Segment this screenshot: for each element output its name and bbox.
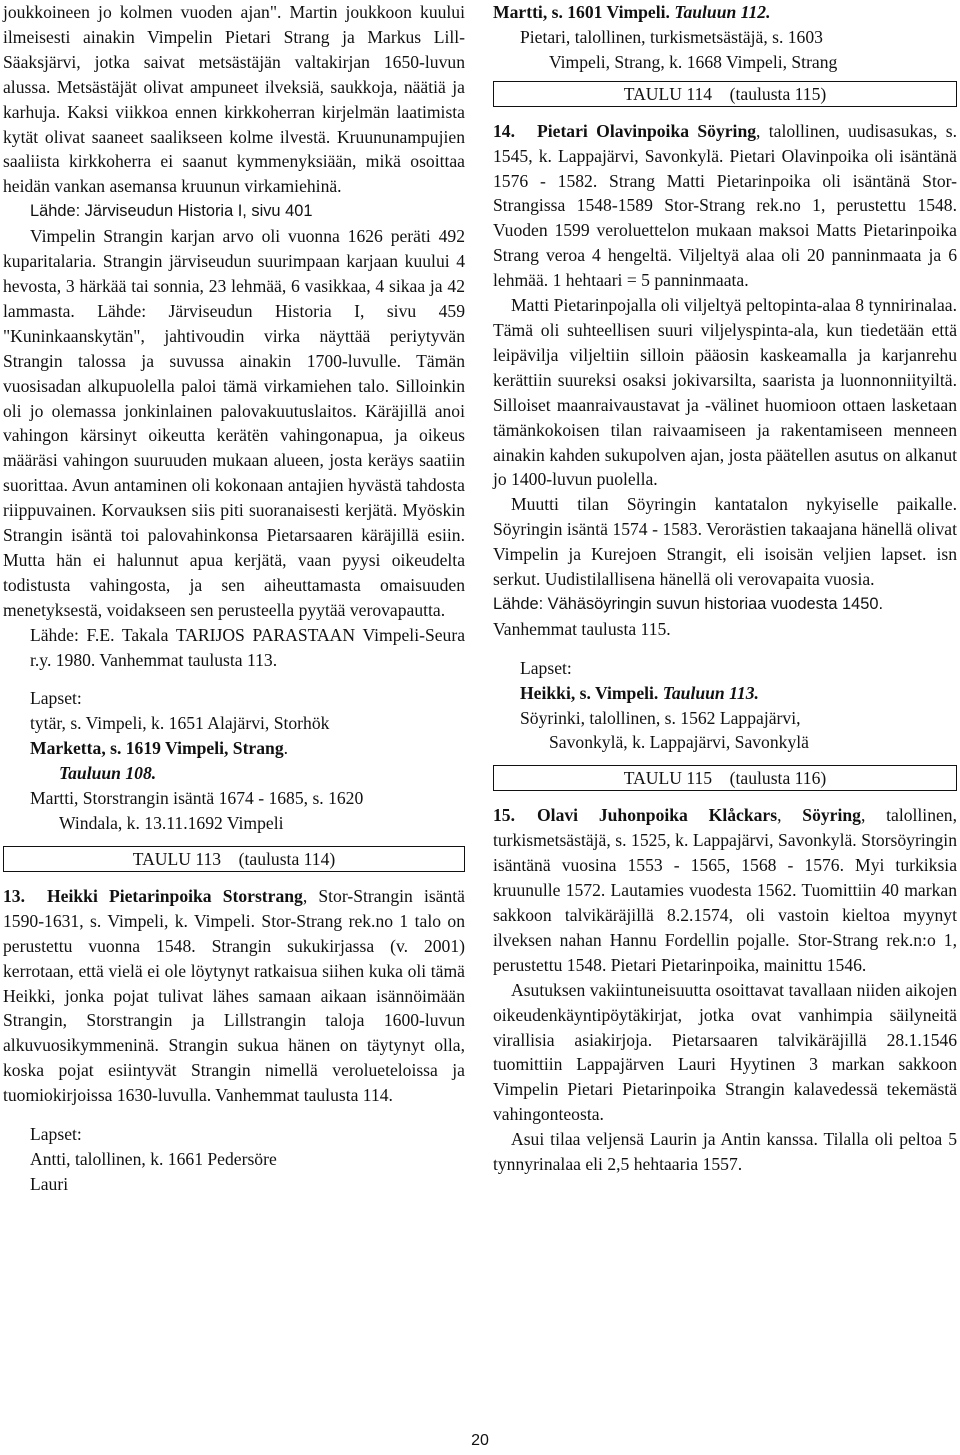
paragraph: Muutti tilan Söyringin kantatalon nykyiselle paikalle. Söyringin isäntä 1574 - 1583. Verorästien takaajana hänellä olivat Vimpelin ja Kurejoen Strangit, eli isoisän veljien lapset. isn serkut. Uudistilallisena hänellä oli verovapaita vuosia. [493,494,957,590]
child-entry-cont: Vimpeli, Strang, k. 1668 Vimpeli, Strang [549,51,838,72]
child-entry-cont: Savonkylä, k. Lappajärvi, Savonkylä [549,732,809,753]
children-label: Lapset: [520,657,572,678]
child-entry: Antti, talollinen, k. 1661 Pedersöre [30,1148,277,1169]
right-column [493,0,957,1177]
page-number: 20 [471,1432,489,1449]
entry-text: , Stor-Strangin isäntä 1590-1631, s. Vimpeli, k. Vimpeli. Stor-Strang rek.no 1 talo on perustettu vuonna 1548. Strangin sukukirjassa (v. 2001) kerrotaan, että vielä ei ole löytynyt ratkaisua siihen kuka oli tämä Heikki, jonka pojat tulivat lähes samaan aikaan isännöimään Strangin, Storstrangin ja Lillstrangin taloja 1600-luvun alkuvuosikymmeninä. Strangin sukua hänen on täytynyt olla, koska pojat esiintyvät Strangin nimellä verolueteloissa ja tuomiokirjoissa 1630-luvulla. Vanhemmat taulusta 114. [3,885,465,1106]
entry-text: , talollinen, turkismetsästäjä, s. 1525, k. Lappajärvi, Savonkylä. Storsöyringin isäntänä vuosina 1553 - 1565, 1568 - 1576. Myi turkiksia kruunulle 1572. Lautamies vuodesta 1562. Tuomittiin 40 markan sakkoon talvikäräjillä 8.2.1574, oli vastoin kieltoa myynyt ilveksen nahan Hannu Fordellin pojalle. Stor-Strang rek.n:o 1, perustettu 1548. Pietari Pietarinpoika, mainittu 1546. [493,805,957,975]
child-name: Heikki, s. Vimpeli. [520,682,659,703]
paragraph: Vimpelin Strangin karjan arvo oli vuonna 1626 peräti 492 kuparitalaria. Strangin järviseudun suurimpaan karjaan kuului 4 hevosta, 3 härkää tai sonnia, 23 lehmää, 6 vasikkaa, 4 sikaa ja 42 lammasta. Lähde: Järviseudun Historia I, sivu 459 "Kuninkaanskytän", jahtivoudin virka näyttää periytyvän Strangin talossa ja suvussa ainakin 1700-luvulle. Tämän vuosisadan alkupuolella paloi tämä virkamiehen talo. Silloinkin oli jo olemassa jonkinlainen palovakuutuslaitos. Käräjillä anoi vahingon kärsinyt oikeutta kerätën vahingonapua, ja oikeus määräsi vahingon suuruuden mukaan alueen, josta keräys saatiin suorittaa. Avun antaminen oli kokonaan antajien hyvästä tahdosta riippuvainen. Korvauksen siis piti suoranaisesti kerjätä. Myöskin Strangin isäntä toi palovahinkonsa Pietarsaaren käräjillä esiin. Mutta hän ei halunnut apua kerjätä, vaan pyysi oikeudelta todistusta vahingosta, ja sen aiheuttamasta omaisuuden menetyksestä, voidakseen sen perusteella pyytää verovapautta. [3,226,465,620]
person-name: Heikki Pietarinpoika Storstrang [47,885,303,906]
child-ref [3,761,465,786]
entry-text: , talollinen, uudisasukas, s. 1545, k. Lappajärvi, Savonkylä. Pietari Olavinpoika oli isäntänä 1576 - 1582. Strang Matti Pietarinpoika oli isäntänä Stor-Strangissa 1548-1589 Stor-Strang rek.no 1, perustettu 1548. Vuoden 1599 veroluettelon mukaan maksoi Matts Pietarinpoika Strang veroa 4 hengeltä. Viljeltyä alaa oli 20 panninmaata ja 6 lehmää. 1 hehtaari = 5 panninmaata. [493,120,957,291]
entry-15 [493,803,957,977]
child-entry: Söyrinki, talollinen, s. 1562 Lappajärvi, [520,707,801,728]
table-header: TAULU 115 (taulusta 116) [493,765,957,791]
child-entry-cont: Windala, k. 13.11.1692 Vimpeli [59,813,284,833]
source-note: Lähde: F.E. Takala TARIJOS PARASTAAN Vimpeli-Seura r.y. 1980. Vanhemmat taulusta 113. [30,624,465,670]
child-entry [493,0,957,25]
paragraph: Asui tilaa veljensä Laurin ja Antin kanssa. Tilalla oli peltoa 5 tynnyrinalaa eli 2,5 hehtaaria 1557. [493,1129,957,1175]
person-name-alt: Söyring [802,805,861,826]
entry-14 [493,119,957,293]
entry-13 [3,884,465,1108]
child-entry: Lauri [30,1173,69,1194]
child-entry: Pietari, talollinen, turkismetsästäjä, s. 1603 [520,26,823,47]
child-entry [3,736,465,761]
left-column [3,0,465,1197]
table-header: TAULU 114 (taulusta 115) [493,81,957,107]
children-label: Lapset: [30,1124,82,1145]
table-ref-link[interactable]: Tauluun 113. [662,682,759,703]
parents-ref: Vanhemmat taulusta 115. [493,618,671,639]
children-label: Lapset: [30,688,82,709]
punctuation: . [283,738,289,759]
child-name: Martti, s. 1601 Vimpeli. [493,2,670,22]
entry-number: 13. [3,885,25,906]
child-entry [493,681,957,706]
table-ref-link[interactable]: Tauluun 108. [59,763,157,784]
paragraph: Matti Pietarinpojalla oli viljeltyä peltopinta-alaa 8 tynnirinalaa. Tämä oli suhteellisen suuri viljelyspinta-ala, kun tiedetään että leipävilja viljeltiin silloin pääosin kaskeamalla ja karjanrehu kerättiin suureksi osaksi jokivarsilta, saarista ja luonnonniityiltä. Silloiset maanraivaustavat ja -välinet huomioon ottaen lasketaan tämänkokoisen tilan raivaamiseen ja rakentamiseen menneen ainakin kahden sukupolven ajan, josta päätellen asutus on alkanut jo 1400-luvun puolella. [493,295,957,490]
punctuation: , [777,805,803,826]
table-ref-link[interactable]: Tauluun 112. [674,2,771,22]
paragraph: joukkoineen jo kolmen vuoden ajan". Martin joukkoon kuului ilmeisesti ainakin Vimpelin Pietari Strang ja Markus Lill-Säaksjärvi, jotka saivat metsästäjän valtakirjan 1650-luvun alussa. Metsästäjät olivat ampuneet ilveksiä, saukkoja, näätiä ja karhuja. Kaksi viikkoa ennen kirkkoherran kirjelmän laatimista kytät olivat saaneet saalikseen kolme ilvestä. Kruununampujien saaliista kirkkoherra ei saanut kymmenyksiään, mikä osoittaa heidän vankan asemansa kruunun virkamiehinä. [3,2,465,197]
person-name: Pietari Olavinpoika Söyring [537,120,757,141]
entry-number: 15. [493,805,515,826]
child-entry: Martti, Storstrangin isäntä 1674 - 1685, s. 1620 [30,788,364,809]
paragraph: Asutuksen vakiintuneisuutta osoittavat tavallaan niiden aikojen oikeudenkäyntipöytäkirjat, jotka ovat vanhimpia säilyneitä virallisia asiakirjoja. Pietarsaaren talvikäräjillä 28.1.1546 tuomittiin Lappajärven Lauri Hyytinen 3 markan sakkoon Vimpelin Pietari Pietarinpoika Strangin kalavedessä tekemästä vahingonteosta. [493,979,957,1125]
child-entry: tytär, s. Vimpeli, k. 1651 Alajärvi, Storhök [30,713,330,734]
source-note: Lähde: Järviseudun Historia I, sivu 401 [30,202,313,221]
person-name: Olavi Juhonpoika Klåckars [537,805,778,826]
child-name: Marketta, s. 1619 Vimpeli, Strang [30,738,284,759]
entry-number: 14. [493,120,515,141]
source-note: Lähde: Vähäsöyringin suvun historiaa vuodesta 1450. [493,594,884,613]
table-header: TAULU 113 (taulusta 114) [3,846,465,872]
